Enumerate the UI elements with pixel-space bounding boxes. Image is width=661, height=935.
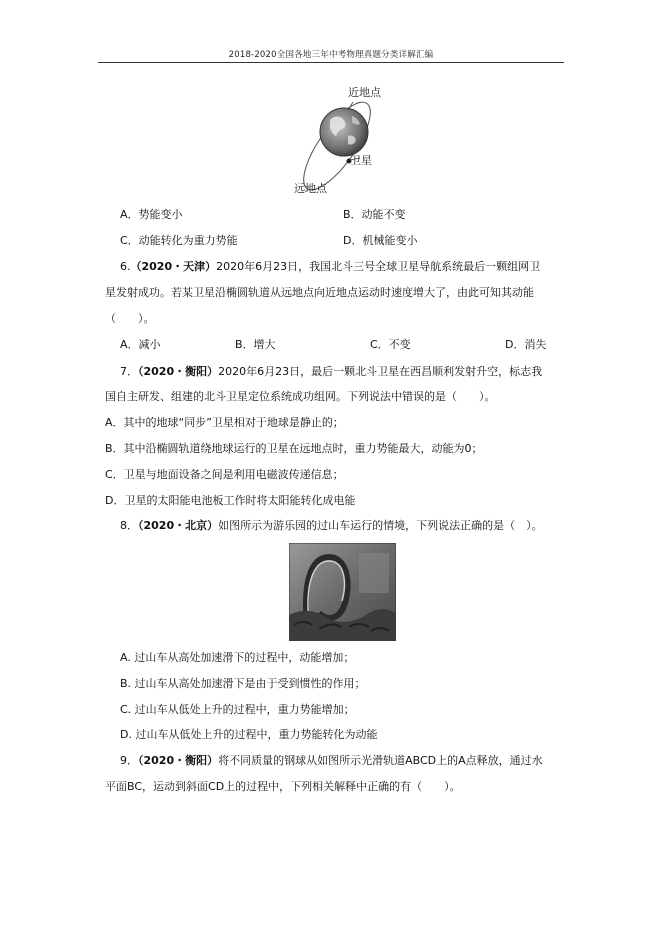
q7-stem-1: 2020年6月23日，最后一颗北斗卫星在西昌顺利发射升空，标志我 bbox=[218, 365, 543, 378]
label-perigee: 近地点 bbox=[348, 86, 381, 99]
q7-option-d: D．卫星的太阳能电池板工作时将太阳能转化成电能 bbox=[105, 494, 356, 507]
q5-option-a: A．势能变小 bbox=[120, 208, 183, 221]
q6-line-2: 星发射成功。若某卫星沿椭圆轨道从远地点向近地点运动时速度增大了，由此可知其动能 bbox=[105, 286, 534, 299]
q7-option-b: B．其中沿椭圆轨道绕地球运行的卫星在远地点时，重力势能最大，动能为0； bbox=[105, 442, 483, 455]
q7-option-a: A．其中的地球“同步”卫星相对于地球是静止的； bbox=[105, 416, 344, 429]
q6-line-3: （ ）。 bbox=[105, 312, 155, 325]
q5-option-c: C．动能转化为重力势能 bbox=[120, 234, 238, 247]
q6-source: （2020・天津） bbox=[130, 260, 217, 273]
q6-option-b: B．增大 bbox=[235, 338, 276, 351]
label-apogee: 远地点 bbox=[294, 182, 327, 195]
q7-option-c: C．卫星与地面设备之间是利用电磁波传递信息； bbox=[105, 468, 344, 481]
q7-source: （2020・衡阳） bbox=[138, 365, 219, 378]
q8-line-1 bbox=[120, 519, 543, 533]
q7-number: 7． bbox=[120, 365, 138, 378]
q7-line-2: 国自主研发、组建的北斗卫星定位系统成功组网。下列说法中错误的是（ ）。 bbox=[105, 390, 496, 403]
q6-option-c: C．不变 bbox=[370, 338, 411, 351]
q5-option-b: B．动能不变 bbox=[343, 208, 406, 221]
q9-line-1 bbox=[120, 754, 543, 768]
q6-number: 6. bbox=[120, 260, 131, 273]
q9-stem-1: 将不同质量的钢球从如图所示光滑轨道ABCD上的A点释放，通过水 bbox=[218, 754, 543, 767]
q6-option-a: A．减小 bbox=[120, 338, 161, 351]
label-satellite: 卫星 bbox=[350, 154, 372, 167]
q8-option-b: B. 过山车从高处加速滑下是由于受到惯性的作用； bbox=[120, 677, 366, 690]
q6-stem-1: 2020年6月23日，我国北斗三号全球卫星导航系统最后一颗组网卫 bbox=[216, 260, 541, 273]
roller-coaster-photo bbox=[289, 543, 396, 641]
q8-number: 8． bbox=[120, 519, 138, 532]
satellite-orbit-figure bbox=[290, 80, 400, 198]
page-header: 2018-2020全国各地三年中考物理真题分类详解汇编 bbox=[228, 50, 434, 60]
q9-source: （2020・衡阳） bbox=[138, 754, 219, 767]
earth-globe bbox=[320, 108, 368, 156]
q6-line-1 bbox=[120, 260, 540, 274]
q8-option-d: D. 过山车从低处上升的过程中，重力势能转化为动能 bbox=[120, 728, 378, 741]
header-rule bbox=[98, 62, 564, 63]
q6-option-d: D．消失 bbox=[505, 338, 547, 351]
q9-number: 9． bbox=[120, 754, 138, 767]
q8-source: （2020・北京） bbox=[138, 519, 219, 532]
q8-option-c: C. 过山车从低处上升的过程中，重力势能增加； bbox=[120, 703, 355, 716]
q8-option-a: A. 过山车从高处加速滑下的过程中，动能增加； bbox=[120, 651, 355, 664]
q8-stem-1: 如图所示为游乐园的过山车运行的情境，下列说法正确的是（ ）。 bbox=[218, 519, 543, 532]
q5-option-d: D．机械能变小 bbox=[343, 234, 418, 247]
q7-line-1 bbox=[120, 365, 542, 379]
q9-line-2: 平面BC，运动到斜面CD上的过程中，下列相关解释中正确的有（ ）。 bbox=[105, 780, 461, 793]
